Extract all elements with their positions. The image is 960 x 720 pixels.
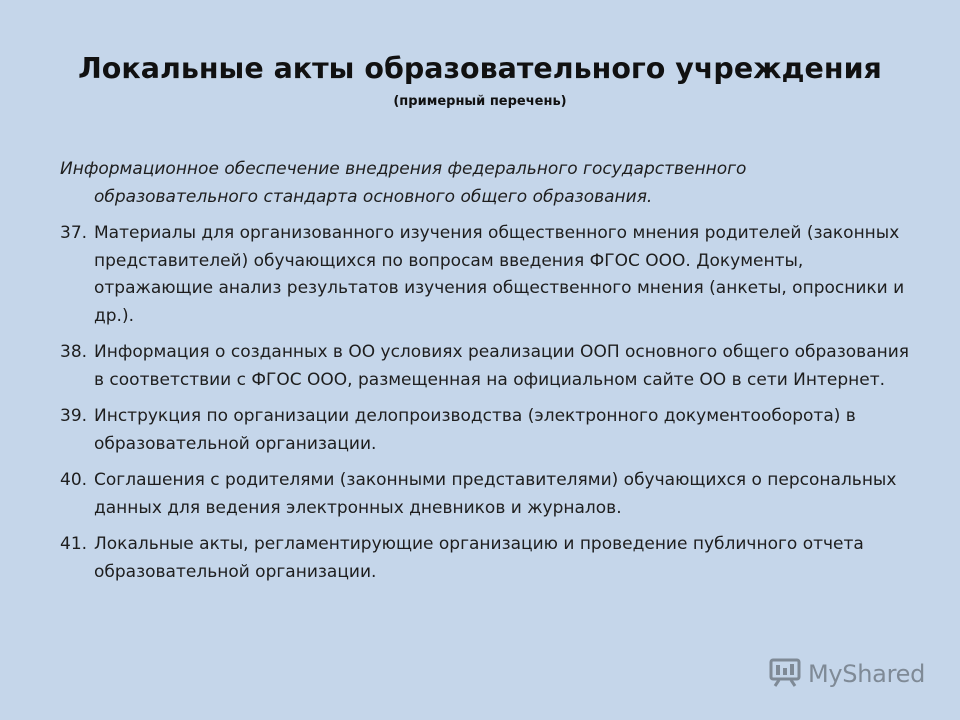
list-item-text: Соглашения с родителями (законными представителями) обучающихся о персональных данных для ведения электронных дневников и журналов. bbox=[94, 470, 897, 518]
list-item-number: 40. bbox=[60, 470, 88, 490]
slide-subtitle: (примерный перечень) bbox=[393, 94, 567, 109]
watermark-text: MyShared bbox=[808, 660, 926, 688]
list-item-number: 41. bbox=[60, 534, 88, 554]
intro-paragraph: Информационное обеспечение внедрения федерального государственного образовательного стандарта основного общего образования. bbox=[60, 159, 747, 207]
list-item bbox=[60, 403, 910, 458]
presentation-board-icon bbox=[768, 657, 802, 691]
list-item bbox=[60, 220, 910, 330]
list-item-text: Инструкция по организации делопроизводства (электронного документооборота) в образовательной организации. bbox=[94, 406, 856, 454]
slide-content bbox=[60, 156, 910, 595]
list-item bbox=[60, 531, 910, 586]
list-item-text: Материалы для организованного изучения общественного мнения родителей (законных представителей) обучающихся по вопросам введения ФГОС ООО. Документы, отражающие анализ результатов изучения общественного мнения (анкеты, опросники и др.). bbox=[94, 223, 905, 326]
list-item-number: 38. bbox=[60, 342, 88, 362]
list-item-text: Локальные акты, регламентирующие организацию и проведение публичного отчета образовательной организации. bbox=[94, 534, 864, 582]
watermark-logo[interactable] bbox=[768, 657, 925, 691]
slide-title: Локальные акты образовательного учреждения bbox=[78, 52, 882, 85]
list-item bbox=[60, 467, 910, 522]
list-item bbox=[60, 339, 910, 394]
list-item-number: 37. bbox=[60, 223, 88, 243]
list-item-number: 39. bbox=[60, 406, 88, 426]
list-item-text: Информация о созданных в ОО условиях реализации ООП основного общего образования в соответствии с ФГОС ООО, размещенная на официальном сайте ОО в сети Интернет. bbox=[94, 342, 909, 390]
